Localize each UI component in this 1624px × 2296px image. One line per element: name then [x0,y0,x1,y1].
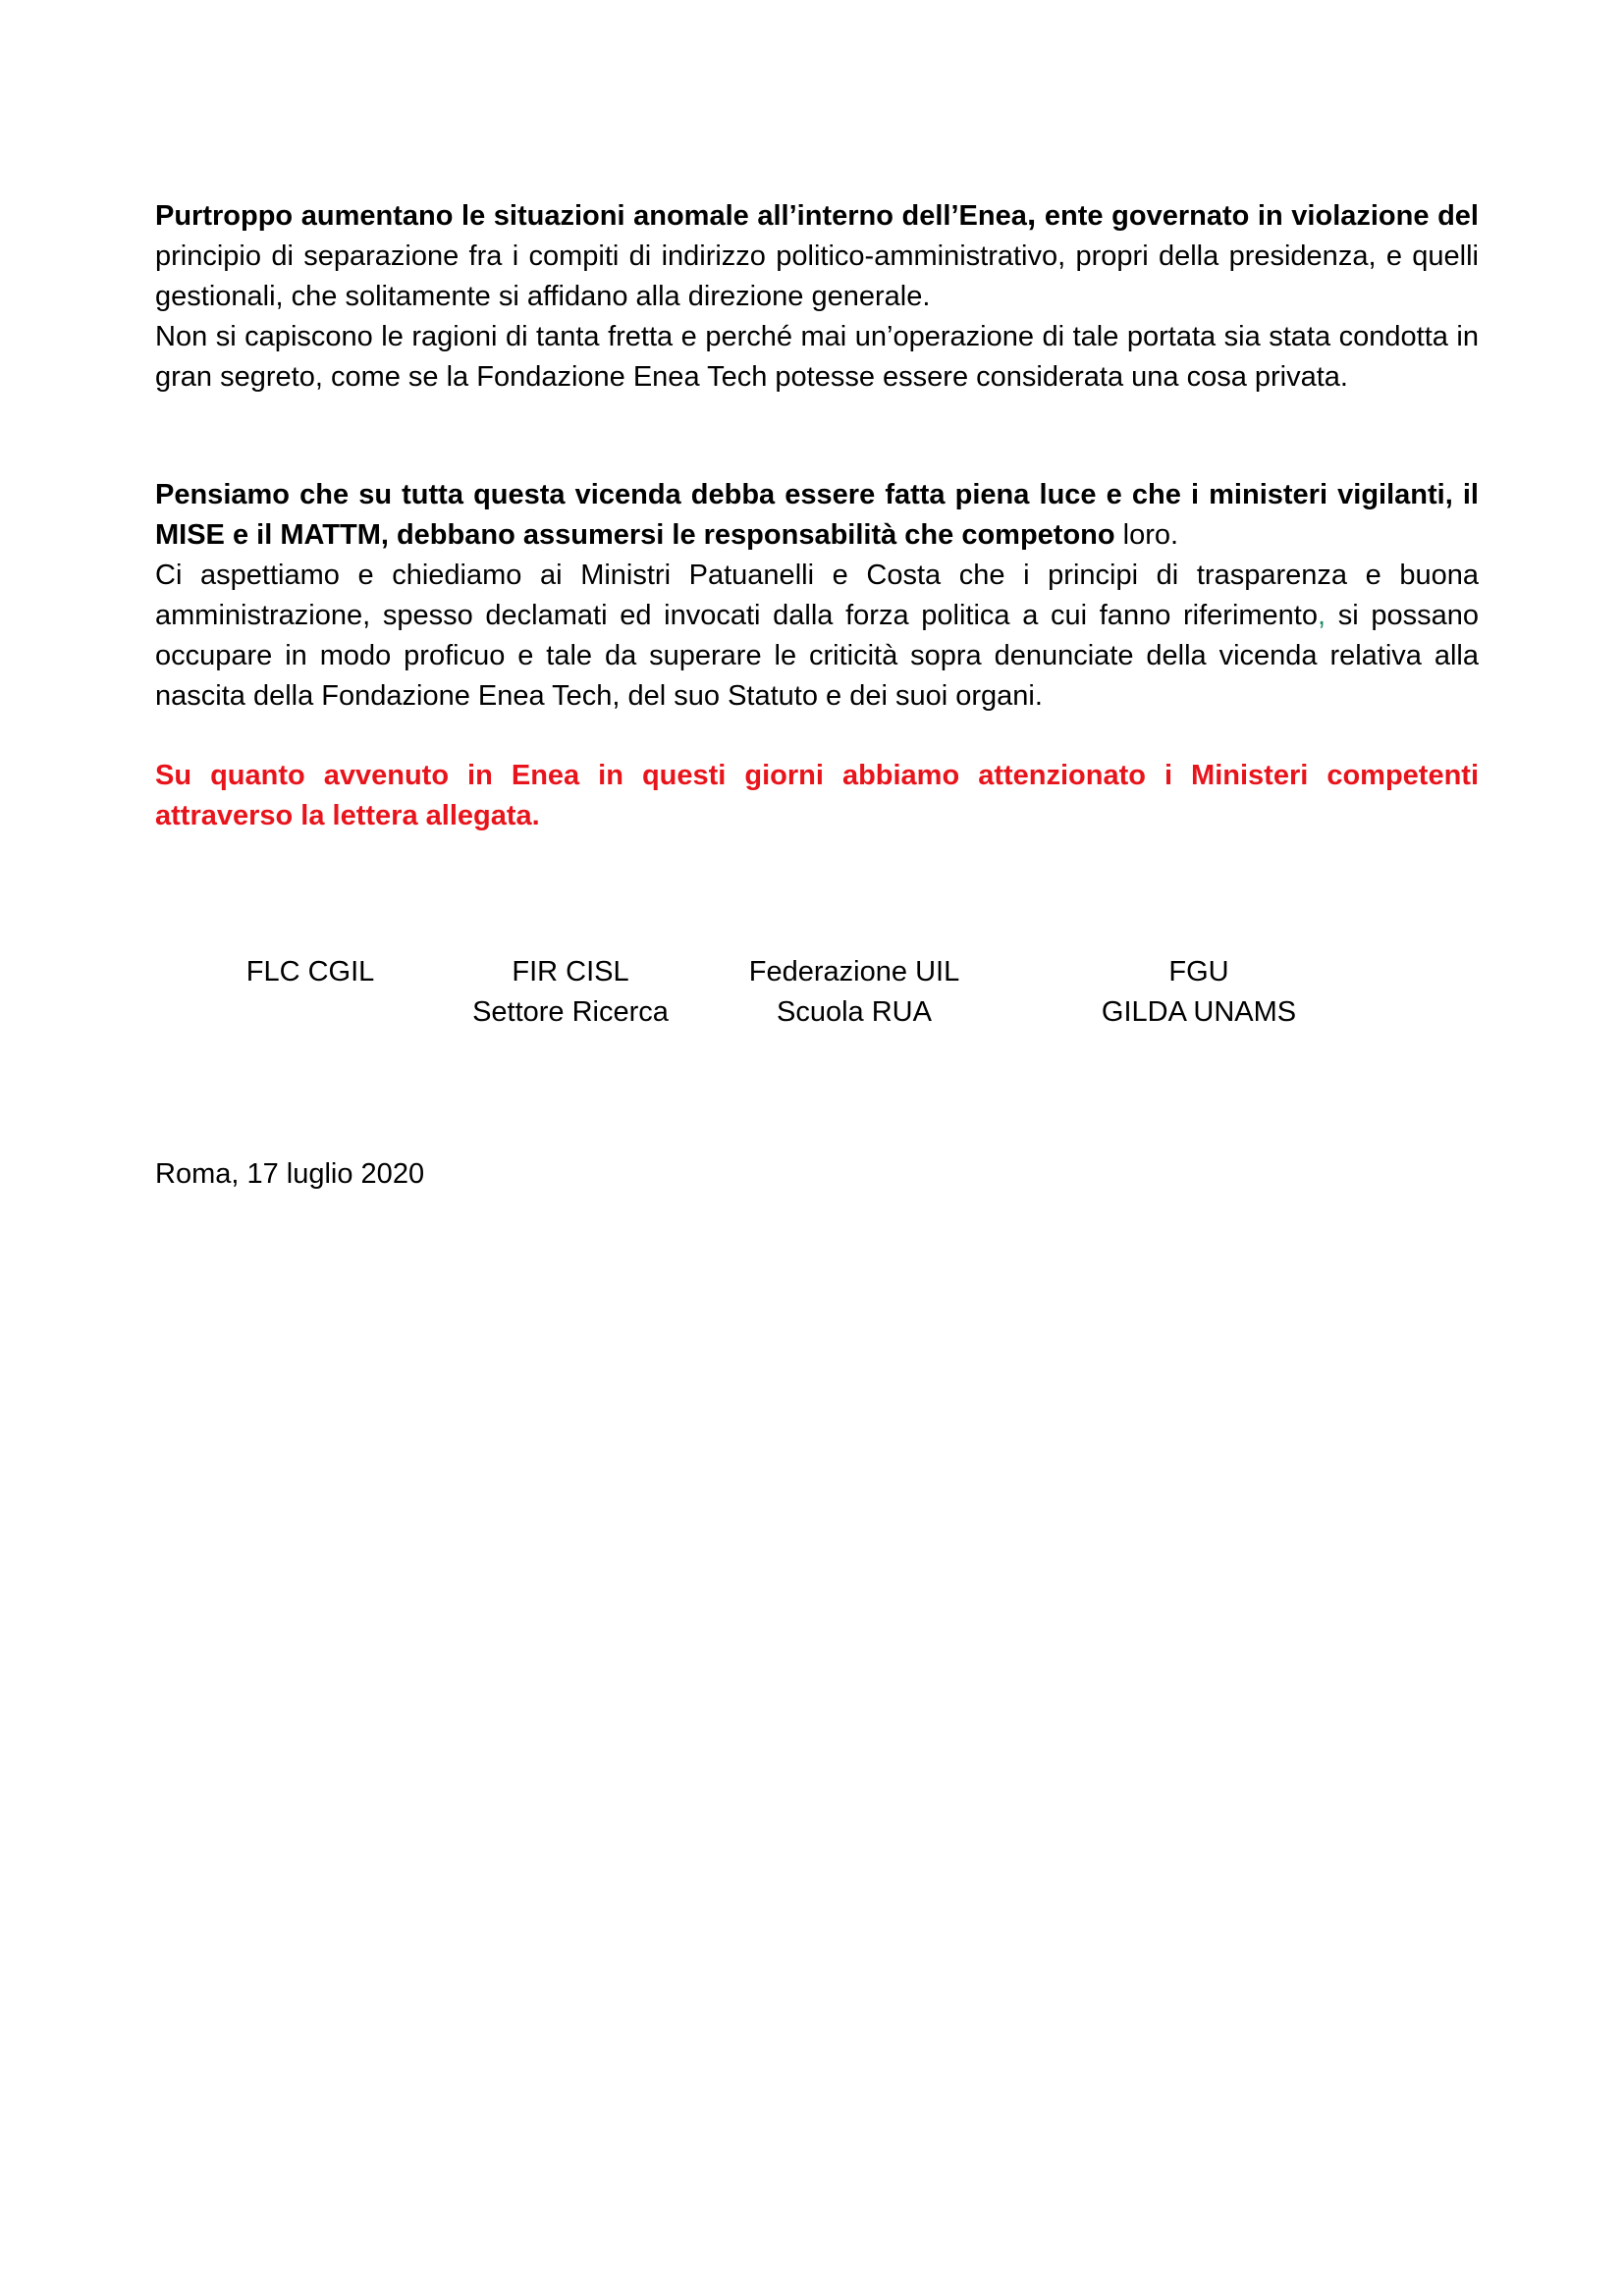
signatory-name: FLC CGIL [245,956,375,988]
red-notice-text: Su quanto avvenuto in Enea in questi giorni abbiamo attenzionato i Ministeri competenti attraverso la lettera allegata. [155,760,1479,831]
signatory-subtitle: Settore Ricerca [472,996,669,1028]
paragraph-anomalies-text [155,194,1479,317]
request-text-continued: si possano occupare in modo proficuo e tale da superare le criticità sopra denunciate della vicenda relativa alla nascita della Fondazione Enea Tech, del suo Statuto e dei suoi organi. [155,600,1480,712]
request-text: Ci aspettiamo e chiediamo ai Ministri Patuanelli e Costa che i principi di trasparenza e buona amministrazione, spesso declamati ed invocati dalla forza politica a cui fanno riferimento [155,560,1479,631]
signatory-subtitle: GILDA UNAMS [1101,996,1297,1028]
bold-lead-text: Purtroppo aumentano le situazioni anomale all’interno dell’Enea [155,200,1027,232]
signatory-flc-cgil [232,952,389,992]
regular-text: principio di separazione fra i compiti di indirizzo politico-amministrativo, propri della presidenza, e quelli gestionali, che solitamente si affidano alla direzione generale. [155,240,1479,312]
green-comma: , [1318,600,1326,631]
signatory-name: FGU [1168,956,1229,988]
paragraph-ministers-request [155,556,1479,717]
paragraph-ministries [155,475,1479,717]
signatory-fir-cisl [458,952,683,1033]
bold-lead-text-continued: ente governato in violazione del [1036,200,1479,232]
paragraph-attached-letter [155,756,1479,836]
bold-comma: , [1026,195,1037,233]
paragraph-ministries-lead [155,475,1479,556]
paragraph-secrecy-text: Non si capiscono le ragioni di tanta fretta e perché mai un’operazione di tale portata sia stata condotta in gran segreto, come se la Fondazione Enea Tech potesse essere considerata una cosa privata. [155,321,1479,393]
lead-end-text: loro. [1114,519,1179,551]
signatory-name: FIR CISL [512,956,629,988]
paragraph-anomalies [155,194,1479,398]
signatory-name: Federazione UIL [748,956,960,988]
signatory-subtitle: Scuola RUA [777,996,932,1028]
signatory-federazione-uil [736,952,972,1033]
place-and-date: Roma, 17 luglio 2020 [155,1158,425,1190]
bold-lead-text: Pensiamo che su tutta questa vicenda debba essere fatta piena luce e che i ministeri vigilanti, il MISE e il MATTM, debbano assumersi le responsabilità che competono [155,479,1479,551]
signatory-fgu [1086,952,1312,1033]
